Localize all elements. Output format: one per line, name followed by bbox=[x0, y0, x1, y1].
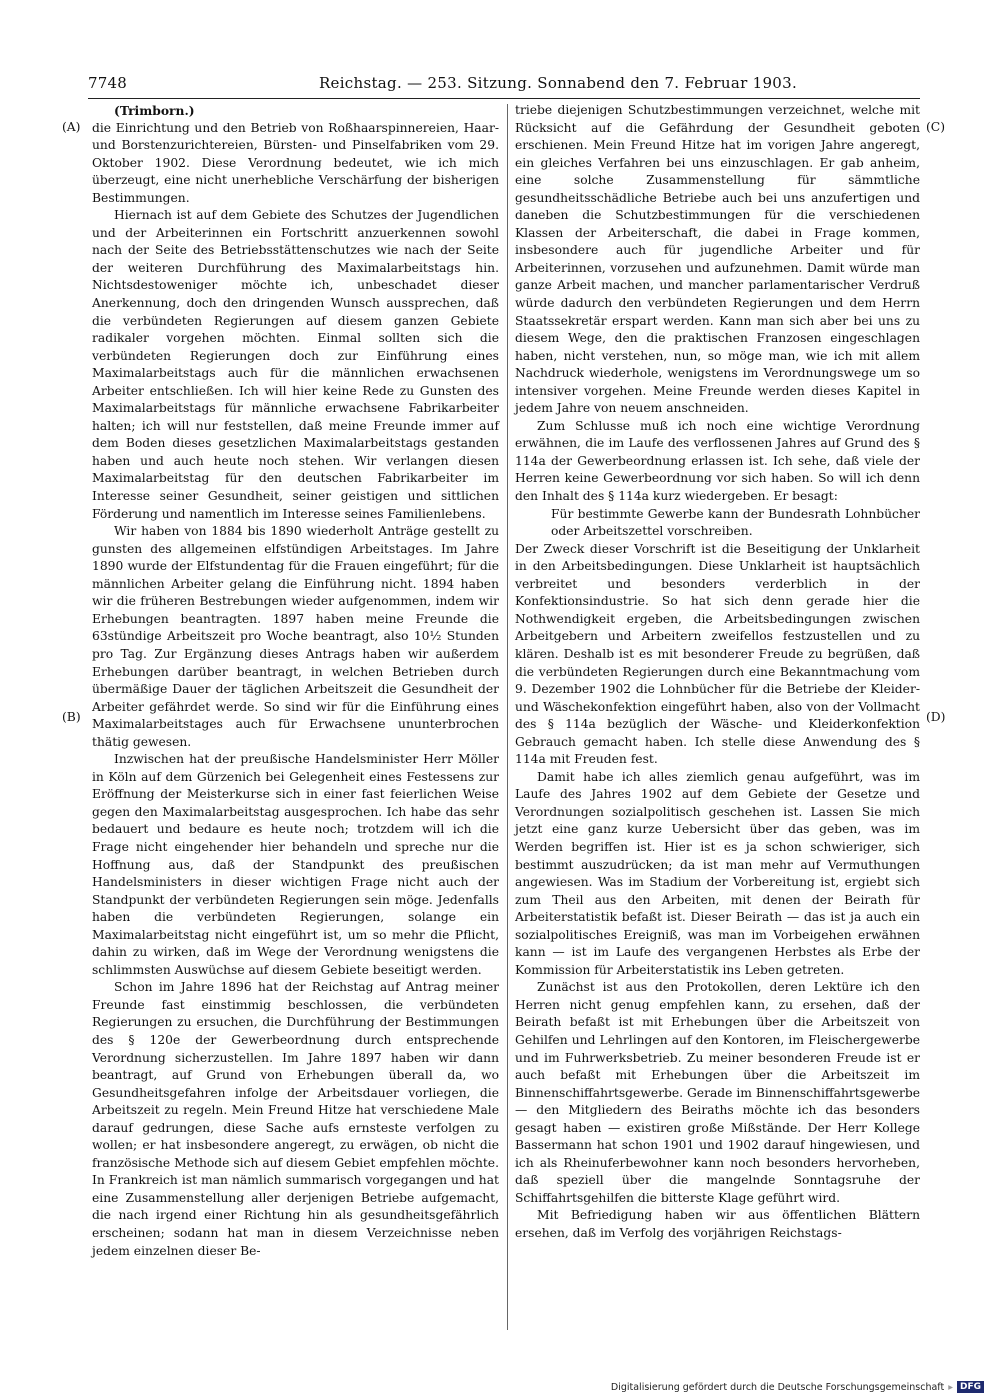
page-header bbox=[88, 74, 920, 100]
left-column bbox=[92, 102, 499, 1260]
dfg-logo: DFG bbox=[957, 1381, 984, 1393]
margin-marker-a: (A) bbox=[62, 120, 81, 134]
paragraph: Der Zweck dieser Vorschrift ist die Beseitigung der Unklarheit in den Arbeitsbedingungen. Diese Unklarheit ist hauptsächlich verbreitet und besonders verderblich in der Konfektionsindustrie. So hat sich denn gerade hier die Nothwendigkeit ergeben, die Arbeitsbedingungen zwischen Arbeitgebern und Arbeitern zweifellos festzustellen und zu klären. Deshalb ist es mit besonderer Freude zu begrüßen, daß die verbündeten Regierungen durch eine Bekanntmachung vom 9. Dezember 1902 die Lohnbücher für die Betriebe der Kleider- und Wäschekonfektion eingeführt haben, also von der Vollmacht des § 114a bezüglich der Wäsche- und Kleiderkonfektion Gebrauch gemacht haben. Ich stelle diese Anwendung des § 114a mit Freuden fest. bbox=[515, 541, 920, 767]
paragraph: Damit habe ich alles ziemlich genau aufgeführt, was im Laufe des Jahres 1902 auf dem Gebiete der Gesetze und Verordnungen sozialpolitisch geschehen ist. Lassen Sie mich jetzt eine ganz kurze Uebersicht über das geben, was im Werden begriffen ist. Hier ist es ja schon schwieriger, sich bestimmt auszudrücken; da ist man mehr auf Vermuthungen angewiesen. Was im Stadium der Vorbereitung ist, ergiebt sich zum Theil aus den Arbeiten, mit denen der Beirath für Arbeiterstatistik befaßt ist. Dieser Beirath — das ist ja auch ein sozialpolitisches Ereigniß, was man im Vorbeigehen erwähnen kann — ist im Laufe des vergangenen Herbstes als Erbe der Kommission für Arbeiterstatistik ins Leben getreten. bbox=[515, 769, 920, 977]
margin-marker-c: (C) bbox=[926, 120, 946, 134]
paragraph: Zunächst ist aus den Protokollen, deren Lektüre ich den Herren nicht genug empfehlen kann, zu ersehen, daß der Beirath befaßt ist mit Erhebungen über die Arbeitszeit von Gehilfen und Lehrlingen auf den Kontoren, im Fleischergewerbe und im Fuhrwerksbetrieb. Zu meiner besonderen Freude ist er auch befaßt mit Erhebungen über die Arbeitszeit im Binnenschiffahrtsgewerbe. Gerade im Binnenschiffahrtsgewerbe — den Mitgliedern des Beiraths möchte ich das besonders gesagt haben — existiren große Mißstände. Der Herr Kollege Bassermann hat schon 1901 und 1902 darauf hingewiesen, und ich als Rheinuferbewohner kann noch besonders hervorheben, daß speziell über die mangelnde Sonntagsruhe der Schiffahrtsgehilfen die bitterste Klage geführt wird. bbox=[515, 980, 920, 1205]
paragraph: triebe diejenigen Schutzbestimmungen verzeichnet, welche mit Rücksicht auf die Gefährdung der Gesundheit geboten erschienen. Mein Freund Hitze hat im vorigen Jahre angeregt, ein gleiches Verfahren bei uns einzuschlagen. Er gab anheim, eine solche Zusammenstellung für sämmtliche gesundheitsschädliche Betriebe auch bei uns anzufertigen und daneben die Schutzbestimmungen für die verschiedenen Klassen der Arbeiterschaft, die dabei in Frage kommen, insbesondere auch für jugendliche Arbeiter und für Arbeiterinnen, vorzusehen und aufzunehmen. Damit würde man ganze Arbeit machen, und mancher parlamentarischer Verdruß würde dadurch den verbündeten Regierungen und dem Herrn Staatssekretär erspart werden. Kann man sich aber bei uns zu diesem Wege, den die praktischen Franzosen eingeschlagen haben, nicht verstehen, nun, so möge man, wie ich mit allem Nachdruck wiederhole, wenigstens im Verordnungswege um so intensiver vorgehen. Meine Freunde werden dieses Kapitel in jedem Jahre von neuem anschneiden. bbox=[515, 103, 920, 416]
paragraph: Wir haben von 1884 bis 1890 wiederholt Anträge gestellt zu gunsten des allgemeinen elfstündigen Arbeitstages. Im Jahre 1890 wurde der Elfstundentag für die Frauen eingeführt; für die männlichen Arbeiter gelang die Einführung nicht. 1894 haben wir die früheren Bestrebungen wieder aufgenommen, indem wir Erhebungen beantragten. 1897 haben meine Freunde die 63stündige Arbeitszeit pro Woche beantragt, also 10½ Stunden pro Tag. Zur Ergänzung dieses Antrags haben wir außerdem Erhebungen darüber beantragt, in welchen Betrieben durch übermäßige Dauer der täglichen Arbeitszeit die Gesundheit der Arbeiter gefährdet werde. So sind wir für die Einführung eines Maximalarbeitstages auch für Erwachsene ununterbrochen thätig gewesen. bbox=[92, 524, 499, 749]
arrow-icon: ▸ bbox=[948, 1381, 953, 1393]
header-rule bbox=[88, 98, 920, 99]
paragraph: Zum Schlusse muß ich noch eine wichtige Verordnung erwähnen, die im Laufe des verflossenen Jahres auf Grund des § 114a der Gewerbeordnung erlassen ist. Ich sehe, daß viele der Herren keine Gewerbeordnung vor sich haben. So will ich denn den Inhalt des § 114a kurz wiedergeben. Er besagt: bbox=[515, 418, 920, 504]
column-divider bbox=[507, 104, 508, 1330]
footer-credit bbox=[611, 1381, 984, 1393]
margin-marker-b: (B) bbox=[62, 710, 81, 724]
margin-marker-d: (D) bbox=[926, 710, 946, 724]
footer-text: Digitalisierung gefördert durch die Deutsche Forschungsgemeinschaft bbox=[610, 1381, 945, 1393]
paragraph: Schon im Jahre 1896 hat der Reichstag auf Antrag meiner Freunde fast einstimmig beschlossen, die verbündeten Regierungen zu ersuchen, die Durchführung der Bestimmungen des § 120e der Gewerbeordnung durch entsprechende Verordnung sicherzustellen. Im Jahre 1897 haben wir dann beantragt, auf Grund von Erhebungen überall da, wo Gesundheitsgefahren infolge der Arbeitsdauer vorliegen, die Arbeitszeit zu regeln. Mein Freund Hitze hat verschiedene Male darauf gedrungen, diese Sache aufs ernsteste verfolgen zu wollen; er hat insbesondere angeregt, zu erwägen, ob nicht die französische Methode sich auf diesem Gebiet empfehlen möchte. In Frankreich ist man nämlich summarisch vorgegangen und hat eine Zusammenstellung aller derjenigen Betriebe aufgemacht, die nach irgend einer Richtung hin als gesundheitsgefährlich erscheinen; sodann hat man in diesem Verzeichnisse neben jedem einzelnen dieser Be- bbox=[92, 980, 499, 1258]
right-column bbox=[515, 102, 920, 1243]
page-number: 7748 bbox=[88, 74, 127, 92]
quotation: Für bestimmte Gewerbe kann der Bundesrath Lohnbücher oder Arbeitszettel vorschreiben. bbox=[551, 506, 920, 539]
running-title: Reichstag. — 253. Sitzung. Sonnabend den 7. Februar 1903. bbox=[318, 74, 798, 92]
paragraph: Mit Befriedigung haben wir aus öffentlichen Blättern ersehen, daß im Verfolg des vorjährigen Reichstags- bbox=[515, 1208, 920, 1240]
paragraph: Hiernach ist auf dem Gebiete des Schutzes der Jugendlichen und der Arbeiterinnen ein Fortschritt anzuerkennen sowohl nach der Seite des Betriebsstättenschutzes wie nach der Seite der weiteren Durchführung des Maximalarbeitstags hin. Nichtsdestoweniger möchte ich, unbeschadet dieser Anerkennung, doch den dringenden Wunsch aussprechen, daß die verbündeten Regierungen auf diesem ganzen Gebiete radikaler vorgehen möchten. Einmal sollten sich die verbündeten Regierungen doch zur Einführung eines Maximalarbeitstags auch für die männlichen erwachsenen Arbeiter entschließen. Ich will hier keine Rede zu Gunsten des Maximalarbeitstags für männliche erwachsene Fabrikarbeiter halten; ich will nur feststellen, daß meine Freunde immer auf dem Boden dieses gesetzlichen Maximalarbeitstags gestanden haben und auch heute noch stehen. Wir verlangen diesen Maximalarbeitstag für den deutschen Fabrikarbeiter im Interesse seiner Gesundheit, seiner geistigen und sittlichen Förderung und namentlich im Interesse seines Familienlebens. bbox=[92, 208, 499, 521]
paragraph: Inzwischen hat der preußische Handelsminister Herr Möller in Köln auf dem Gürzenich bei Gelegenheit eines Festessens zur Eröffnung der Meisterkurse sich in einer fast feierlichen Weise gegen den Maximalarbeitstag ausgesprochen. Ich habe das sehr bedauert und bedaure es heute noch; trotzdem will ich die Frage nicht eingehender hier behandeln und spreche nur die Hoffnung aus, daß der Standpunkt des preußischen Handelsministers in dieser wichtigen Frage nicht auch der Standpunkt der verbündeten Regierungen sein möge. Jedenfalls haben die verbündeten Regierungen, solange ein Maximalarbeitstag nicht eingeführt ist, um so mehr die Pflicht, dahin zu wirken, daß im Wege der Verordnung wenigstens die schlimmsten Auswüchse auf diesem Gebiete beseitigt werden. bbox=[92, 752, 499, 977]
paragraph: die Einrichtung und den Betrieb von Roßhaarspinnereien, Haar- und Borstenzurichtereien, Bürsten- und Pinselfabriken vom 29. Oktober 1902. Diese Verordnung bedeutet, wie ich mich überzeugt, eine nicht unerhebliche Verschärfung der bisherigen Bestimmungen. bbox=[92, 120, 499, 205]
speaker-name: (Trimborn.) bbox=[114, 103, 195, 118]
